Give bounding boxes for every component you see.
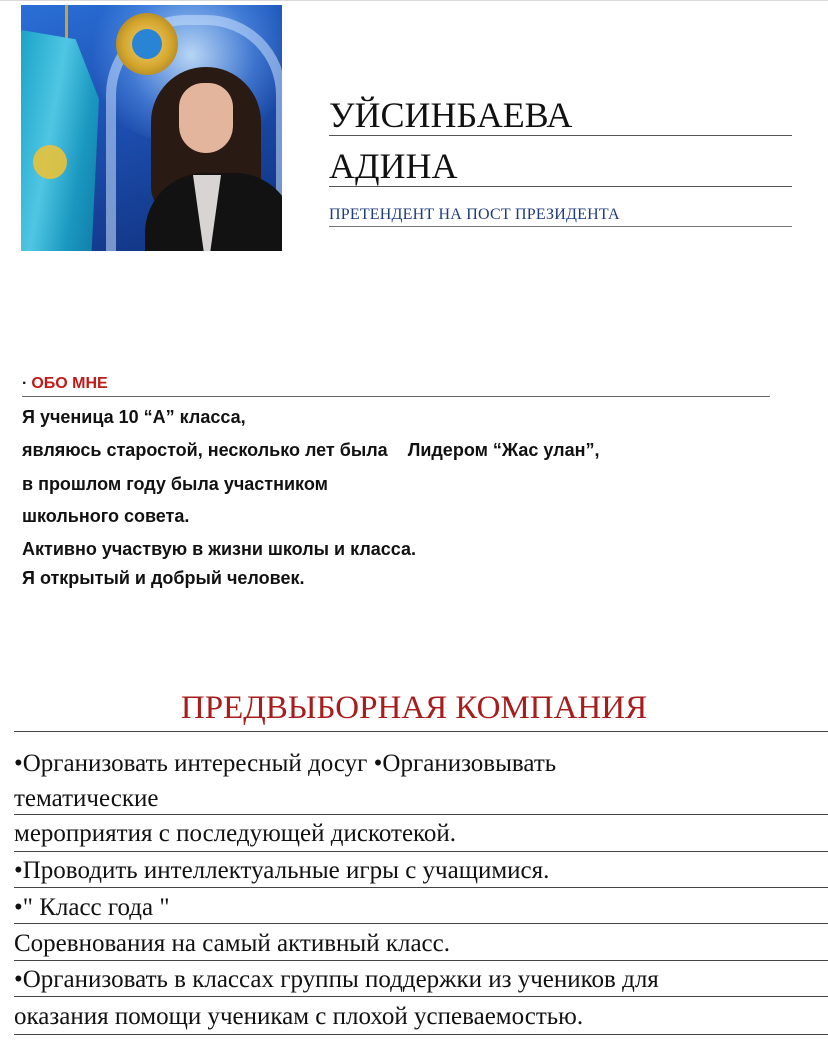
- campaign-line: оказания помощи ученикам с плохой успеваемостью.: [14, 1003, 584, 1030]
- candidate-photo: [21, 5, 282, 251]
- campaign-rule: [14, 960, 828, 961]
- about-rule: [22, 396, 770, 397]
- about-line: являюсь старостой, несколько лет была Лидером “Жас улан”,: [22, 440, 600, 460]
- surname-rule: [329, 135, 792, 136]
- about-title-text: ОБО МНЕ: [31, 375, 108, 392]
- campaign-rule: [14, 923, 828, 924]
- candidate-first-name: АДИНА: [329, 146, 458, 186]
- campaign-line: •Организовать интересный досуг •Организовывать: [14, 750, 557, 777]
- about-section-title: [22, 375, 108, 393]
- campaign-line: мероприятия с последующей дискотекой.: [14, 820, 457, 847]
- flag-sun-icon: [33, 145, 67, 179]
- campaign-title-rule: [14, 731, 828, 732]
- portrait-face: [179, 83, 233, 153]
- about-line: в прошлом году была участником: [22, 474, 328, 494]
- about-bullet: ·: [22, 375, 28, 392]
- campaign-line: •" Класс года ": [14, 894, 170, 921]
- campaign-rule: [14, 814, 828, 815]
- campaign-rule: [14, 1034, 828, 1035]
- about-line: Я ученица 10 “А” класса,: [22, 407, 246, 427]
- campaign-rule: [14, 996, 828, 997]
- top-border: [0, 0, 828, 1]
- first-name-rule: [329, 186, 792, 187]
- campaign-rule: [14, 851, 828, 852]
- candidate-role: ПРЕТЕНДЕНТ НА ПОСТ ПРЕЗИДЕНТА: [329, 206, 620, 223]
- candidate-surname: УЙСИНБАЕВА: [329, 95, 573, 135]
- campaign-line: Соревнования на самый активный класс.: [14, 930, 450, 957]
- about-line: Активно участвую в жизни школы и класса.: [22, 539, 417, 559]
- about-line: школьного совета.: [22, 506, 190, 526]
- campaign-line: тематические: [14, 785, 159, 812]
- campaign-line: •Организовать в классах группы поддержки из учеников для: [14, 966, 659, 993]
- emblem-center: [132, 29, 162, 59]
- campaign-section-title: ПРЕДВЫБОРНАЯ КОМПАНИЯ: [180, 690, 648, 726]
- campaign-line: •Проводить интеллектуальные игры с учащимися.: [14, 857, 550, 884]
- role-rule: [329, 226, 792, 227]
- about-line: Я открытый и добрый человек.: [22, 568, 305, 588]
- campaign-rule: [14, 887, 828, 888]
